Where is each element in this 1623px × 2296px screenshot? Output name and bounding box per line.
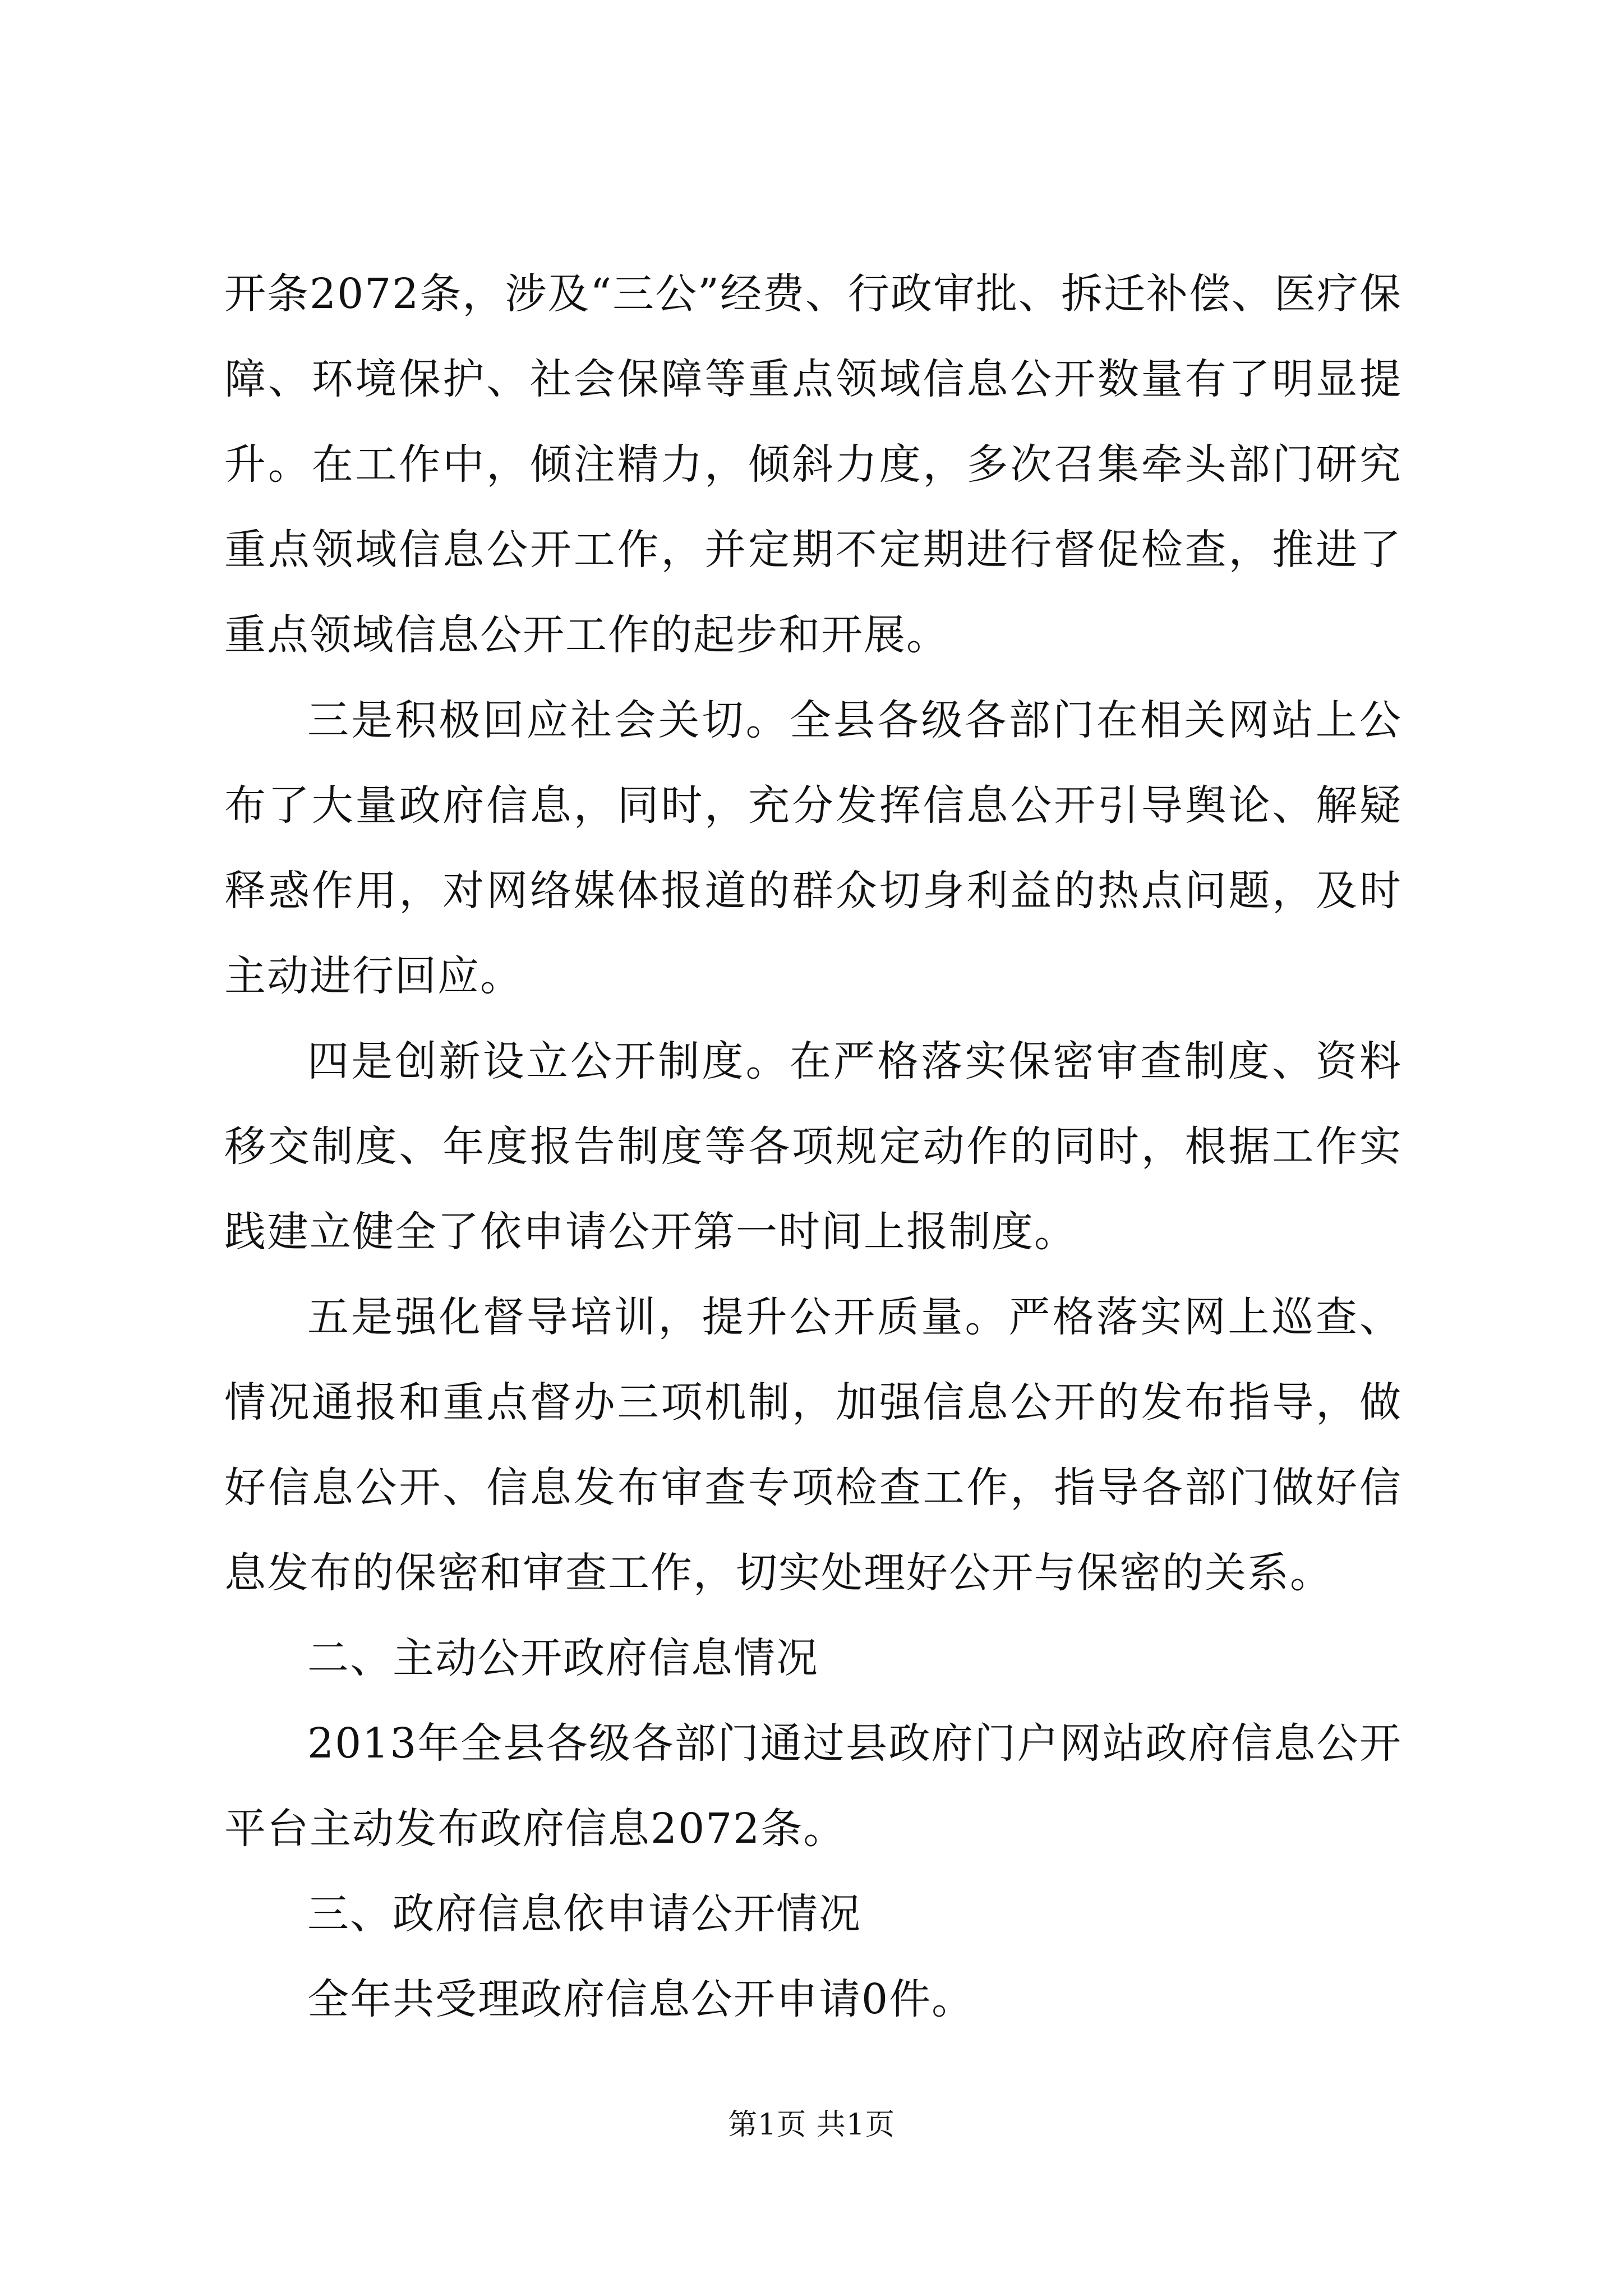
paragraph-section-three: 全年共受理政府信息公开申请0件。: [307, 1975, 975, 2023]
page-footer: [0, 2102, 1623, 2147]
paragraph-section-two: 2013年全县各级各部门通过县政府门户网站政府信息公开平台主动发布政府信息2072条。: [224, 1719, 1402, 1853]
page-number-label: 第1页 共1页: [728, 2108, 895, 2142]
paragraph-point-three: 三是积极回应社会关切。全县各级各部门在相关网站上公布了大量政府信息，同时，充分发挥信息公开引导舆论、解疑释惑作用，对网络媒体报道的群众切身利益的热点问题，及时主动进行回应。: [224, 696, 1402, 1000]
section-heading-two: 二、主动公开政府信息情况: [307, 1634, 819, 1682]
paragraph-point-four: 四是创新设立公开制度。在严格落实保密审查制度、资料移交制度、年度报告制度等各项规定动作的同时，根据工作实践建立健全了依申请公开第一时间上报制度。: [224, 1037, 1402, 1256]
paragraph-continuation: 开条2072条，涉及“三公”经费、行政审批、拆迁补偿、医疗保障、环境保护、社会保障等重点领域信息公开数量有了明显提升。在工作中，倾注精力，倾斜力度，多次召集牵头部门研究重点领域信息公开工作，并定期不定期进行督促检查，推进了重点领域信息公开工作的起步和开展。: [224, 270, 1402, 659]
section-heading-three: 三、政府信息依申请公开情况: [307, 1890, 861, 1938]
paragraph-point-five: 五是强化督导培训，提升公开质量。严格落实网上巡查、情况通报和重点督办三项机制，加强信息公开的发布指导，做好信息公开、信息发布审查专项检查工作，指导各部门做好信息发布的保密和审查工作，切实处理好公开与保密的关系。: [224, 1293, 1402, 1597]
document-body: [224, 251, 1402, 2042]
